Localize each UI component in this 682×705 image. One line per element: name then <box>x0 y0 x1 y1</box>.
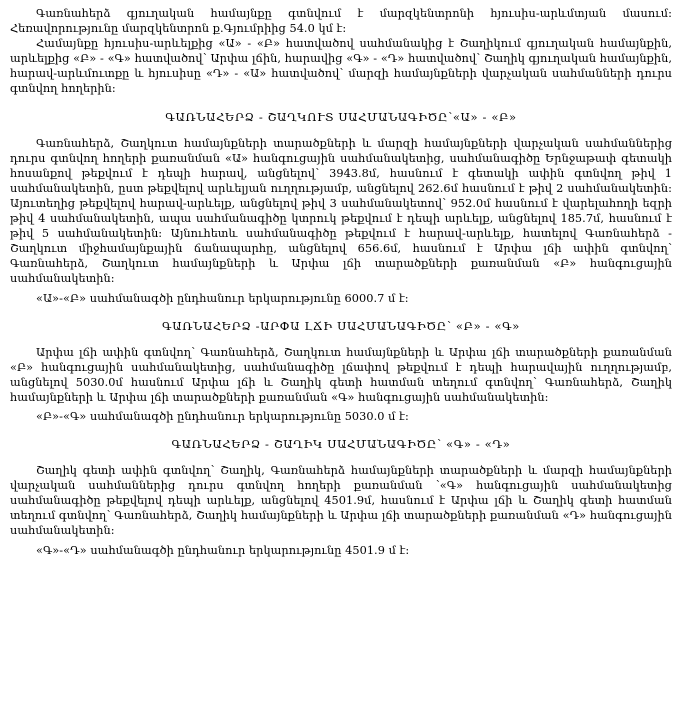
paragraph-intro-2: Համայնքը հյուսիս-արևելքից «Ա» - «Բ» հատվածով սահմանակից է Շաղիկում գյուղական համայնքին, արևելքից «Բ» - «Գ» հատվածով՝ Արփա լճին, հարավից «Գ» - «Դ» հատվածով՝ Շաղիկ գյուղական համայնքին, հարավ-արևմուտքը և հյուսիսը «Դ» - «Ա» հատվածով՝ մարզի համայնքների վարչական սահմանների դուրս գտնվող հողերին: <box>10 37 672 96</box>
section-heading-garnaherdz-arpa: ԳԱՌՆԱՀԵՐՁ -ԱՐՓԱ ԼՃԻ ՍԱՀՄԱՆԱԳԻԾԸ՝ «Բ» - «Գ» <box>162 318 520 333</box>
paragraph-intro-1: Գառնահերձ գյուղական համայնքը գտնվում է մարզկենտրոնի հյուսիս-արևմտյան մասում։ Հեռավորությունը մարզկենտրոն ք.Գյումրիից 54.0 կմ է: <box>10 7 672 36</box>
paragraph-section-3-summary: «Գ»-«Դ» սահմանագծի ընդհանուր երկարությունը 4501.9 մ է: <box>36 543 410 557</box>
paragraph-section-1-body: Գառնահերձ, Շաղկուտ համայնքների տարածքների և մարզի համայնքների վարչական սահմաններից դուրս գտնվող հողերի քառանման «Ա» հանգուցային սահմանակետից, սահմանագիծը Երնջաթափ գետակի հոսանքով թեքվում է դեպի հարավ, անցնելով՝ 3943.8մ, հասնում է գետակի ափին գտնվող թիվ 1 սահմանակետին, ըստ թեքվելով արևելյան ուղղությամբ, անցնելով 262.6մ հասնում է թիվ 2 սահմանակետին: Այուտեղից թեքվելով հարավ-արևելք, անցնելով թիվ 3 սահմանակետով՝ 952.0մ հասնում է վարելահողի եզրի թիվ 4 սահմանակետին, ապա սահմանագիծը կտրուկ թեքվում է դեպի արևելք, անցնելով 185.7մ, հասնում է թիվ 5 սահմանակետին: Այնուհետև սահմանագիծը թեքվում է հարավ-արևելք, հատելով Գառնահերձ - Շաղկուտ միջհամայնքային ճանապարհը, անցնելով 656.6մ, հասնում է Արփա լճի ափին գտնվող՝ Գառնահերձ, Շաղկուտ համայնքների և Արփա լճի տարածքների քառանման «Բ» հանգուցային սահմանակետին: <box>10 136 672 286</box>
paragraph-section-3-body: Շաղիկ գետի ափին գտնվող՝ Շաղիկ, Գառնահերձ համայնքների տարածքների և մարզի համայնքների վարչական սահմաններից դուրս գտնվող հողերի քառանման ՝«Գ» հանգուցային սահմանակետից սահմանագիծը թեքվելով դեպի արևելք, անցնելով 4501.9մ, հասնում է Արփա լճի և Շաղիկ գետի հատման տեղում գտնվող՝ Գառնահերձ, Շաղիկ համայնքների և Արփա լճի տարածքների քառանման «Դ» հանգուցային սահմանակետին: <box>10 464 672 538</box>
paragraph-section-2-summary: «Բ»-«Գ» սահմանագծի ընդհանուր երկարությունը 5030.0 մ է: <box>36 409 409 423</box>
section-heading-garnaherdz-shaghik: ԳԱՌՆԱՀԵՐՁ - ՇԱՂԻԿ ՍԱՀՄԱՆԱԳԻԾԸ՝ «Գ» - «Դ» <box>171 437 511 452</box>
paragraph-section-2-body: Արփա լճի ափին գտնվող՝ Գառնահերձ, Շաղկուտ համայնքների և Արփա լճի տարածքների քառանման «Բ» հանգուցային սահմանակետից, սահմանագիծը լճափով թեքվում է դեպի հարավային ուղղությամբ, անցնելով 5030.0մ հասնում Արփա լճի և Շաղիկ գետի հատման տեղում գտնվող՝ Գառնահերձ, Շաղիկ համայնքների և Արփա լճի տարածքների քառանման «Գ» հանգուցային սահմանակետին: <box>10 345 672 404</box>
paragraph-section-1-summary: «Ա»-«Բ» սահմանագծի ընդհանուր երկարությունը 6000.7 մ է: <box>36 291 409 305</box>
section-heading-garnaherdz-shaghkut: ԳԱՌՆԱՀԵՐՁ - ՇԱՂԿՈՒՏ ՍԱՀՄԱՆԱԳԻԾԸ՝«Ա» - «Բ» <box>165 109 517 124</box>
